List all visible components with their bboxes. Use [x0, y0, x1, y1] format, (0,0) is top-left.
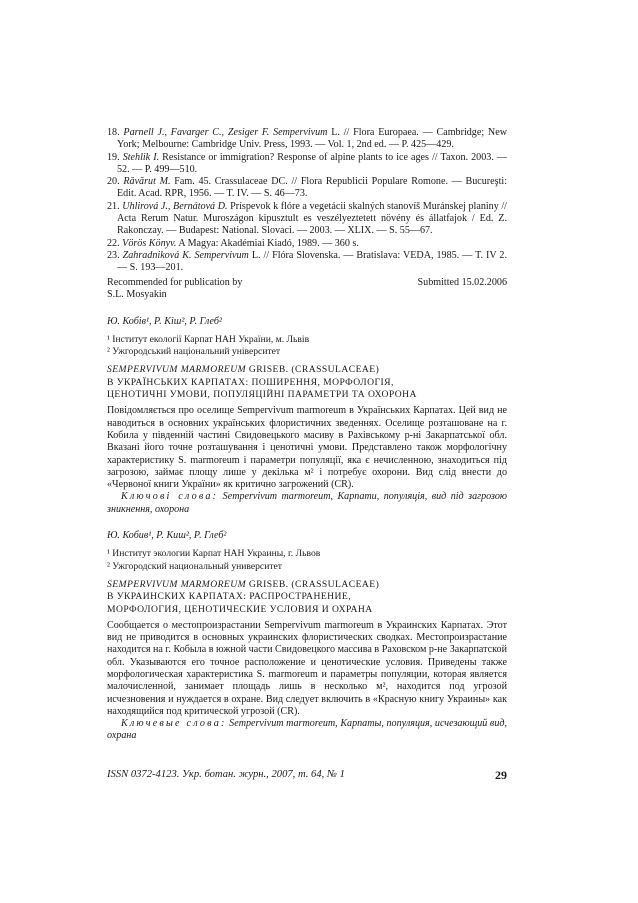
reference-number: 21.: [107, 200, 120, 212]
article-page: [107, 127, 507, 743]
reference-text: A Magya: Akadémiai Kiadó, 1989. — 360 s.: [176, 237, 359, 249]
title-line-3: ЦЕНОТИЧНІ УМОВИ, ПОПУЛЯЦІЙНІ ПАРАМЕТРИ ТА ОХОРОНА: [107, 389, 417, 401]
reference-text: L. // Flóra Slovenska. — Bratislava: VEDA, 1985. — T. IV 2. — S. 193—201.: [117, 249, 508, 274]
reference-list: [107, 127, 507, 275]
title-line-2: В УКРАИНСКИХ КАРПАТАХ: РАСПРОСТРАНЕНИЕ,: [107, 591, 352, 603]
abstract-text: Сообщается о местопроизрастании Sempervivum marmoreum в Украинских Карпатах. Этот вид не приводится в основных украинских флористических сводках. Местопроизрастание находится на г. Кобыла в южной части Свидовецкого массива в Раховском р-не Закарпатской обл. Указываются его точное расположение и ценотические условия. Приведены также морфологическая характеристика S. marmoreum и параметры популяции, которая является малочисленной, занимает площадь лишь в несколько м², находится под угрозой исчезновения и нуждается в охране. Вид следует включить в «Красную книгу Украины» как находящийся под критической угрозой (CR).: [107, 619, 507, 717]
reference-number: 20.: [107, 176, 120, 188]
reference-item: [107, 201, 507, 238]
title-line-3: МОРФОЛОГИЯ, ЦЕНОТИЧЕСКИЕ УСЛОВИЯ И ОХРАНА: [107, 603, 373, 615]
keywords: [107, 491, 507, 516]
reference-text: Fam. 45. Crassulaceae DC. // Flora Republicii Populare Romone. — Bucureşti: Edit. Acad. RPR, 1956. — T. IV. — S. 46—73.: [117, 176, 507, 200]
reference-authors: Uhlirová J., Bernátová D.: [122, 200, 228, 212]
page-number: 29: [495, 768, 507, 782]
reference-text: Príspevok k flóre a vegetácii skalných stanovíš Muránskej planiny // Acta Rerum Natur. Muroszágon kipusztult es veszélyeztetett növény és állatfajok / Ed. Z. Rakonczay. — Budapest: National. Slovaci. — 2003. — XLIX. — S. 55—67.: [117, 200, 507, 237]
abstract-text: Повідомляється про оселище Sempervivum marmoreum в Українських Карпатах. Цей вид не наводиться в основних українських флористичних зведеннях. Оселище розташоване на г. Кобила у південній частині Свидовецького масиву в Рахівському р-ні Закарпатської обл. Вказані його точне розташування і ценотичні умови. Представлено також морфологічну характеристику S. marmoreum і параметри популяції, яка є нечисленною, знаходиться під загрозою, займає площу лише у декілька м² і потребує охорони. Вид слід внести до «Червоної книги України» як критично загрожений (CR).: [107, 405, 507, 491]
article-title: [107, 364, 507, 401]
reference-item: [107, 176, 507, 201]
reference-item: [107, 152, 507, 177]
keywords-text: Sempervivum marmoreum, Карпати, популяція, вид під загрозою зникнення, охорона: [107, 491, 507, 515]
recommended-label: Recommended for publication by: [107, 276, 243, 288]
reference-authors: Parnell J., Favarger C., Zesiger F. Sempervivum: [123, 127, 328, 138]
title-latin-rest: GRISEB. (CRASSULACEAE): [246, 364, 380, 376]
affiliation-2: ² Ужгородський національний університет: [107, 346, 281, 358]
reference-number: 19.: [107, 151, 120, 163]
reference-number: 22.: [107, 237, 120, 249]
recommender-name: S.L. Mosyakin: [107, 288, 167, 300]
title-latin: SEMPERVIVUM MARMOREUM: [107, 364, 247, 376]
submitted-date: Submitted 15.02.2006: [417, 276, 507, 288]
reference-text: L. // Flora Europaea. — Cambridge; New York; Melbourne: Cambridge Univ. Press, 1993. — Vol. 1, 2nd ed. — P. 425—429.: [117, 127, 507, 151]
journal-citation: ISSN 0372-4123. Укр. ботан. журн., 2007, т. 64, № 1: [107, 769, 345, 780]
recommendation-line: [107, 277, 507, 302]
keywords-text: Sempervivum marmoreum, Карпаты, популяция, исчезающий вид, охрана: [107, 718, 507, 742]
title-latin-rest: GRISEB. (CRASSULACEAE): [246, 578, 380, 590]
keywords-label: Ключові слова:: [121, 491, 219, 503]
keywords-label: Ключевые слова:: [121, 718, 227, 730]
authors-line: Ю. Кобив¹, Р. Киш², Р. Глеб²: [107, 530, 227, 542]
title-line-2: В УКРАЇНСЬКИХ КАРПАТАХ: ПОШИРЕННЯ, МОРФОЛОГІЯ,: [107, 376, 394, 388]
reference-item: [107, 250, 507, 275]
reference-authors: Stehlik I.: [122, 151, 160, 163]
keywords: [107, 718, 507, 743]
affiliation-1: ¹ Институт экологии Карпат НАН Украины, г. Львов: [107, 548, 321, 560]
reference-authors: Răvărut M.: [123, 176, 171, 188]
affiliation-1: ¹ Інститут екології Карпат НАН України, м. Львів: [107, 333, 310, 345]
page-footer: [107, 769, 507, 785]
reference-authors: Zahradniková K. Sempervivum: [122, 249, 249, 261]
ukrainian-abstract-block: [107, 316, 507, 516]
reference-item: [107, 127, 507, 152]
reference-number: 23.: [107, 249, 120, 261]
authors-line: Ю. Кобів¹, Р. Кіш², Р. Глеб²: [107, 315, 222, 327]
reference-text: Resistance or immigration? Response of alpine plants to ice ages // Taxon. 2003. — 52. — P. 499—510.: [117, 151, 507, 175]
reference-number: 18.: [107, 127, 120, 138]
title-latin: SEMPERVIVUM MARMOREUM: [107, 578, 247, 590]
article-title: [107, 579, 507, 616]
reference-authors: Vörös Könyv.: [122, 237, 177, 249]
russian-abstract-block: [107, 530, 507, 743]
reference-item: [107, 238, 507, 250]
affiliation-2: ² Ужгородский национальный университет: [107, 560, 282, 572]
